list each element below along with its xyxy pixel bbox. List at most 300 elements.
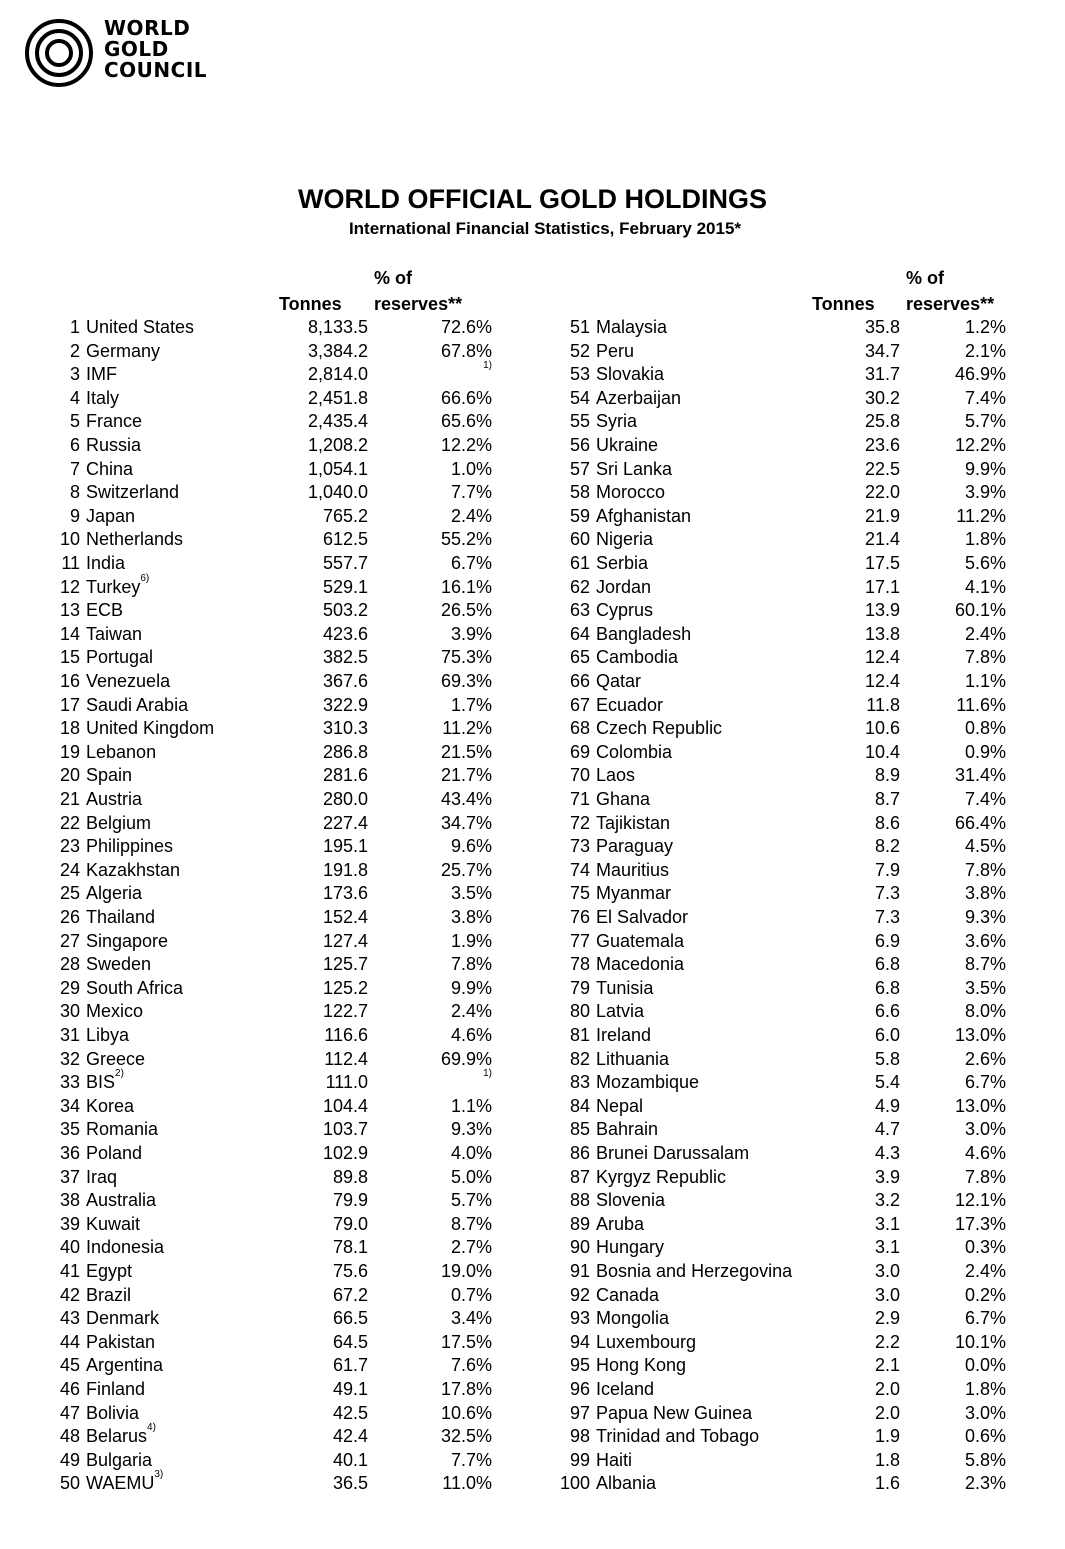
rank-cell: 26	[59, 907, 80, 927]
table-row	[548, 1332, 1018, 1355]
country-name: Ecuador	[596, 694, 664, 715]
country-name: Azerbaijan	[596, 387, 682, 408]
country-cell	[86, 907, 155, 928]
table-row	[40, 600, 500, 623]
tonnes-cell: 116.6	[324, 1025, 368, 1045]
rank-cell: 34	[59, 1095, 80, 1116]
table-row	[548, 1379, 1018, 1402]
rank-cell: 46	[59, 1379, 80, 1399]
pct-reserves-cell: 72.6%	[440, 317, 492, 337]
table-row	[40, 883, 500, 906]
tonnes-cell: 1,040.0	[307, 482, 368, 503]
rank-cell: 39	[59, 1213, 80, 1234]
tonnes-cell: 4.7	[874, 1119, 900, 1140]
tonnes-cell: 112.4	[324, 1048, 368, 1069]
tonnes-cell: 42.4	[332, 1426, 368, 1447]
rank-cell: 54	[569, 387, 590, 408]
pct-reserves-cell: 7.6%	[450, 1355, 492, 1376]
country-name: Ukraine	[596, 435, 659, 455]
country-cell	[596, 671, 641, 692]
country-cell	[596, 954, 684, 975]
country-name: Canada	[596, 1284, 660, 1305]
pct-reserves-cell: 11.2%	[956, 505, 1006, 526]
country-name: Trinidad and Tobago	[596, 1426, 760, 1447]
table-row	[548, 1355, 1018, 1378]
table-row	[40, 836, 500, 859]
table-row	[548, 695, 1018, 718]
pct-reserves-cell: 0.3%	[964, 1237, 1006, 1258]
country-name: Cyprus	[596, 600, 654, 621]
country-cell	[596, 1355, 686, 1376]
country-cell	[596, 341, 634, 362]
tonnes-cell: 125.2	[322, 977, 368, 998]
table-row	[40, 765, 500, 788]
pct-reserves-cell: 4.0%	[450, 1143, 492, 1163]
country-cell	[596, 1167, 726, 1188]
pct-reserves-cell: 3.8%	[450, 907, 492, 927]
tonnes-cell: 612.5	[322, 529, 368, 550]
country-cell	[596, 553, 648, 574]
tonnes-cell: 7.9	[874, 859, 900, 880]
country-cell	[86, 1261, 132, 1282]
table-row	[548, 1001, 1018, 1024]
country-cell	[596, 647, 678, 668]
tonnes-cell: 104.4	[322, 1095, 368, 1116]
table-row	[40, 789, 500, 812]
table-row	[40, 1119, 500, 1142]
pct-reserves-cell: 10.1%	[954, 1331, 1006, 1352]
rank-cell: 86	[569, 1143, 590, 1163]
tonnes-cell: 122.7	[322, 1001, 368, 1022]
rank-cell: 68	[569, 718, 590, 739]
logo-line-1: WORLD	[104, 16, 191, 40]
pct-reserves-cell: 1.8%	[964, 529, 1006, 550]
country-cell	[596, 1261, 792, 1282]
country-name: Slovakia	[596, 364, 665, 385]
tonnes-cell: 4.3	[874, 1143, 900, 1163]
tonnes-cell: 6.9	[874, 930, 900, 951]
table-row	[548, 1119, 1018, 1142]
table-row	[548, 1096, 1018, 1119]
country-cell	[596, 718, 722, 739]
rank-cell: 27	[59, 930, 80, 951]
tonnes-cell: 6.6	[874, 1001, 900, 1022]
tonnes-cell: 423.6	[322, 623, 368, 644]
table-row	[40, 647, 500, 670]
pct-reserves-cell: 66.6%	[440, 387, 492, 408]
country-cell	[596, 883, 671, 904]
country-name: Haiti	[596, 1449, 633, 1470]
table-row	[40, 1379, 500, 1402]
rank-cell: 95	[569, 1355, 590, 1376]
rank-cell: 57	[569, 458, 590, 479]
country-name: Japan	[86, 505, 136, 526]
pct-reserves-cell: 26.5%	[440, 600, 492, 621]
tonnes-cell: 367.6	[322, 671, 368, 691]
pct-reserves-cell: 3.5%	[450, 883, 492, 904]
country-name: Indonesia	[86, 1237, 165, 1258]
tonnes-cell: 13.8	[864, 623, 900, 644]
rank-cell: 75	[569, 883, 590, 904]
pct-reserves-cell: 3.9%	[964, 482, 1006, 503]
tonnes-cell: 3.2	[874, 1190, 900, 1211]
rank-cell: 98	[569, 1426, 590, 1447]
table-row	[548, 1237, 1018, 1260]
tonnes-cell: 25.8	[864, 411, 900, 432]
country-name: Egypt	[86, 1261, 133, 1281]
rank-cell: 3	[69, 364, 80, 385]
country-name: Mozambique	[596, 1072, 700, 1093]
country-name: Switzerland	[86, 482, 180, 503]
country-name: Bangladesh	[596, 623, 692, 644]
country-cell	[86, 860, 180, 881]
country-cell	[596, 459, 672, 480]
rank-cell: 52	[569, 340, 590, 361]
country-cell	[596, 1237, 664, 1258]
country-name: Portugal	[86, 647, 154, 668]
country-name: Bosnia and Herzegovina	[596, 1261, 793, 1281]
country-cell	[86, 1068, 124, 1093]
rank-cell: 32	[59, 1048, 80, 1069]
country-cell	[86, 1355, 163, 1376]
table-row	[548, 1049, 1018, 1072]
country-cell	[596, 624, 691, 645]
country-cell	[86, 364, 117, 385]
country-cell	[596, 931, 684, 952]
country-cell	[86, 647, 153, 668]
table-row	[548, 813, 1018, 836]
tonnes-cell: 8.9	[874, 765, 900, 786]
country-cell	[86, 931, 168, 952]
table-row	[40, 1237, 500, 1260]
page-subtitle: International Financial Statistics, February 2015*	[348, 219, 742, 238]
pct-reserves-cell: 67.8%	[440, 340, 492, 361]
table-row	[548, 341, 1018, 364]
country-cell	[86, 624, 142, 645]
country-name: Hungary	[596, 1237, 665, 1258]
table-row	[548, 836, 1018, 859]
country-name: BIS	[86, 1072, 116, 1093]
rank-cell: 78	[569, 954, 590, 975]
pct-reserves-cell: 5.7%	[450, 1190, 492, 1211]
country-cell	[596, 978, 653, 999]
tonnes-cell: 78.1	[332, 1237, 368, 1258]
country-cell	[596, 860, 669, 881]
pct-reserves-cell: 3.0%	[964, 1402, 1006, 1423]
rank-cell: 53	[569, 364, 590, 385]
country-cell	[86, 1469, 164, 1494]
country-name: Kyrgyz Republic	[596, 1166, 727, 1187]
country-cell	[596, 435, 658, 456]
country-cell	[86, 1190, 156, 1211]
rank-cell: 74	[569, 859, 590, 880]
tonnes-cell: 23.6	[864, 435, 900, 455]
tonnes-cell: 2.2	[874, 1331, 900, 1352]
rank-cell: 92	[569, 1284, 590, 1305]
country-name: United Kingdom	[86, 718, 215, 739]
rank-cell: 31	[59, 1025, 80, 1045]
pct-reserves-cell: 3.6%	[964, 930, 1006, 951]
rank-cell: 10	[59, 529, 80, 550]
pct-reserves-cell: 21.7%	[440, 765, 492, 786]
tonnes-cell: 36.5	[332, 1473, 368, 1494]
pct-reserves-cell: 1.0%	[450, 458, 492, 479]
country-name: India	[86, 553, 126, 573]
rank-cell: 29	[59, 977, 80, 998]
table-row	[40, 742, 500, 765]
table-row	[548, 364, 1018, 387]
country-cell	[86, 1167, 117, 1188]
rank-cell: 94	[569, 1331, 590, 1352]
country-cell	[596, 506, 691, 527]
tonnes-cell: 4.9	[874, 1095, 900, 1116]
country-cell	[86, 978, 183, 999]
footnote-marker: 2)	[115, 1068, 124, 1080]
table-row	[548, 600, 1018, 623]
table-row	[548, 1450, 1018, 1473]
country-name: Hong Kong	[596, 1355, 687, 1376]
rank-cell: 13	[59, 600, 80, 621]
tonnes-cell: 21.9	[864, 505, 900, 526]
country-cell	[596, 1049, 669, 1070]
tonnes-cell: 102.9	[322, 1143, 368, 1163]
country-name: Belarus	[86, 1426, 148, 1447]
table-row	[40, 1332, 500, 1355]
pct-reserves-cell: 9.3%	[450, 1119, 492, 1140]
country-name: Iceland	[596, 1379, 655, 1399]
country-name: Finland	[86, 1379, 146, 1399]
pct-reserves-cell: 1.8%	[964, 1379, 1006, 1399]
table-row	[40, 459, 500, 482]
pct-reserves-cell: 5.0%	[450, 1166, 492, 1187]
table-row	[40, 572, 500, 600]
tonnes-cell: 195.1	[322, 836, 368, 857]
table-row	[40, 388, 500, 411]
country-name: Mongolia	[596, 1308, 670, 1329]
pct-reserves-cell: 65.6%	[440, 411, 492, 432]
tonnes-cell: 75.6	[332, 1261, 368, 1281]
tonnes-cell: 281.6	[322, 765, 368, 786]
rank-cell: 43	[59, 1308, 80, 1329]
tonnes-cell: 103.7	[322, 1119, 368, 1140]
table-row	[548, 1426, 1018, 1449]
table-row	[548, 435, 1018, 458]
country-cell	[596, 1379, 654, 1400]
country-name: WAEMU	[86, 1473, 155, 1494]
tonnes-cell: 111.0	[325, 1072, 368, 1093]
tonnes-cell: 6.0	[874, 1025, 900, 1045]
rank-cell: 100	[559, 1473, 590, 1494]
country-name: Morocco	[596, 482, 666, 503]
country-name: Mexico	[86, 1001, 144, 1022]
tonnes-cell: 127.4	[322, 930, 368, 951]
table-row	[40, 1214, 500, 1237]
rank-cell: 48	[59, 1426, 80, 1447]
country-name: United States	[86, 317, 195, 337]
country-cell	[86, 1308, 159, 1329]
table-row	[548, 883, 1018, 906]
tonnes-cell: 503.2	[322, 600, 368, 621]
pct-reserves-cell: 17.8%	[440, 1379, 492, 1399]
table-row	[548, 671, 1018, 694]
tonnes-cell: 125.7	[322, 954, 368, 975]
pct-reserves-cell: 3.8%	[964, 883, 1006, 904]
pct-reserves-cell: 21.5%	[440, 741, 492, 762]
country-cell	[86, 1096, 134, 1117]
table-row	[548, 978, 1018, 1001]
tonnes-cell: 40.1	[332, 1449, 368, 1470]
country-name: Pakistan	[86, 1331, 156, 1352]
country-name: Argentina	[86, 1355, 164, 1376]
country-cell	[596, 1072, 699, 1093]
table-row	[40, 954, 500, 977]
table-row	[40, 624, 500, 647]
tonnes-cell: 1,054.1	[307, 458, 368, 479]
tonnes-cell: 49.1	[332, 1379, 368, 1399]
pct-reserves-cell: 6.7%	[964, 1072, 1006, 1093]
country-cell	[86, 1025, 129, 1046]
pct-reserves-cell: 2.3%	[964, 1473, 1006, 1494]
rank-cell: 45	[59, 1355, 80, 1376]
pct-reserves-cell: 2.4%	[964, 1261, 1006, 1281]
pct-reserves-cell: 5.6%	[964, 553, 1006, 573]
rank-cell: 96	[569, 1379, 590, 1399]
tonnes-cell: 173.6	[322, 883, 368, 904]
rank-cell: 7	[69, 458, 80, 479]
table-row	[40, 317, 500, 340]
table-row	[548, 1403, 1018, 1426]
rank-cell: 40	[59, 1237, 80, 1258]
country-cell	[596, 577, 651, 598]
tonnes-cell: 31.7	[864, 364, 900, 385]
pct-reserves-cell: 3.4%	[450, 1308, 492, 1329]
country-cell	[596, 742, 672, 763]
table-row	[548, 1143, 1018, 1166]
country-name: Iraq	[86, 1166, 118, 1187]
table-row	[40, 553, 500, 576]
country-name: Taiwan	[86, 623, 143, 644]
table-row	[40, 435, 500, 458]
pct-reserves-cell: 12.2%	[440, 435, 492, 455]
rank-cell: 72	[569, 812, 590, 833]
tonnes-cell: 227.4	[322, 812, 368, 833]
tonnes-cell: 22.5	[864, 458, 900, 479]
tonnes-cell: 2.1	[874, 1355, 900, 1376]
rank-cell: 77	[569, 930, 590, 951]
tonnes-cell: 557.7	[322, 553, 368, 573]
country-cell	[86, 459, 133, 480]
table-row	[40, 360, 500, 387]
country-name: Sweden	[86, 954, 152, 975]
pct-reserves-cell: 13.0%	[954, 1025, 1006, 1045]
country-name: Singapore	[86, 930, 169, 951]
left-tonnes-header: Tonnes	[279, 294, 342, 314]
country-name: Brazil	[86, 1284, 132, 1305]
tonnes-cell: 2,814.0	[307, 364, 368, 385]
rank-cell: 24	[59, 859, 80, 880]
country-name: Lebanon	[86, 741, 157, 762]
pct-reserves-cell: 4.5%	[964, 836, 1006, 857]
rank-cell: 61	[569, 553, 590, 573]
country-cell	[596, 317, 667, 338]
rank-cell: 17	[59, 694, 80, 715]
country-cell	[86, 1214, 140, 1235]
country-cell	[596, 1426, 759, 1447]
table-row	[548, 860, 1018, 883]
country-cell	[86, 341, 160, 362]
table-row	[548, 931, 1018, 954]
pct-reserves-cell: 3.9%	[450, 623, 492, 644]
table-row	[548, 765, 1018, 788]
table-row	[40, 1308, 500, 1331]
country-cell	[86, 1001, 143, 1022]
table-row	[548, 388, 1018, 411]
country-cell	[86, 765, 132, 786]
pct-reserves-cell: 9.3%	[964, 907, 1006, 927]
rank-cell: 35	[59, 1119, 80, 1140]
world-gold-council-logo	[24, 18, 224, 88]
rank-cell: 15	[59, 647, 80, 668]
country-cell	[86, 1119, 158, 1140]
country-name: Philippines	[86, 836, 174, 857]
table-row	[548, 553, 1018, 576]
country-cell	[86, 883, 142, 904]
country-name: Sri Lanka	[596, 458, 673, 479]
table-row	[548, 1308, 1018, 1331]
tonnes-cell: 6.8	[874, 954, 900, 975]
rank-cell: 37	[59, 1166, 80, 1187]
country-name: Greece	[86, 1048, 146, 1069]
rank-cell: 76	[569, 907, 590, 927]
rank-cell: 64	[569, 623, 590, 644]
table-row	[40, 1355, 500, 1378]
pct-reserves-cell: 19.0%	[440, 1261, 492, 1281]
table-row	[548, 506, 1018, 529]
country-cell	[596, 789, 650, 810]
pct-reserves-cell: 11.0%	[442, 1473, 492, 1494]
pct-reserves-cell: 7.7%	[450, 482, 492, 503]
country-name: Myanmar	[596, 883, 672, 904]
pct-reserves-cell: 11.2%	[442, 718, 492, 739]
country-name: Qatar	[596, 671, 642, 691]
country-cell	[596, 364, 664, 385]
country-cell	[86, 506, 135, 527]
country-name: Libya	[86, 1025, 130, 1045]
pct-reserves-cell: 4.6%	[450, 1025, 492, 1045]
table-row	[40, 1143, 500, 1166]
country-cell	[86, 789, 142, 810]
footnote-marker: 1)	[483, 360, 492, 372]
rank-cell: 6	[69, 435, 80, 455]
country-cell	[86, 742, 156, 763]
tonnes-cell: 1.8	[874, 1449, 900, 1470]
table-row	[548, 459, 1018, 482]
country-cell	[86, 1403, 139, 1424]
rank-cell: 30	[59, 1001, 80, 1022]
tonnes-cell: 6.8	[874, 977, 900, 998]
table-row	[548, 789, 1018, 812]
table-row	[548, 907, 1018, 930]
tonnes-cell: 22.0	[864, 482, 900, 503]
rank-cell: 59	[569, 505, 590, 526]
tonnes-cell: 3.1	[874, 1237, 900, 1258]
pct-reserves-cell: 7.8%	[964, 859, 1006, 880]
pct-reserves-cell: 1.1%	[450, 1095, 492, 1116]
country-name: Bolivia	[86, 1402, 140, 1423]
pct-reserves-cell: 10.6%	[440, 1402, 492, 1423]
left-pct-header-line2: reserves**	[374, 294, 463, 314]
rank-cell: 55	[569, 411, 590, 432]
